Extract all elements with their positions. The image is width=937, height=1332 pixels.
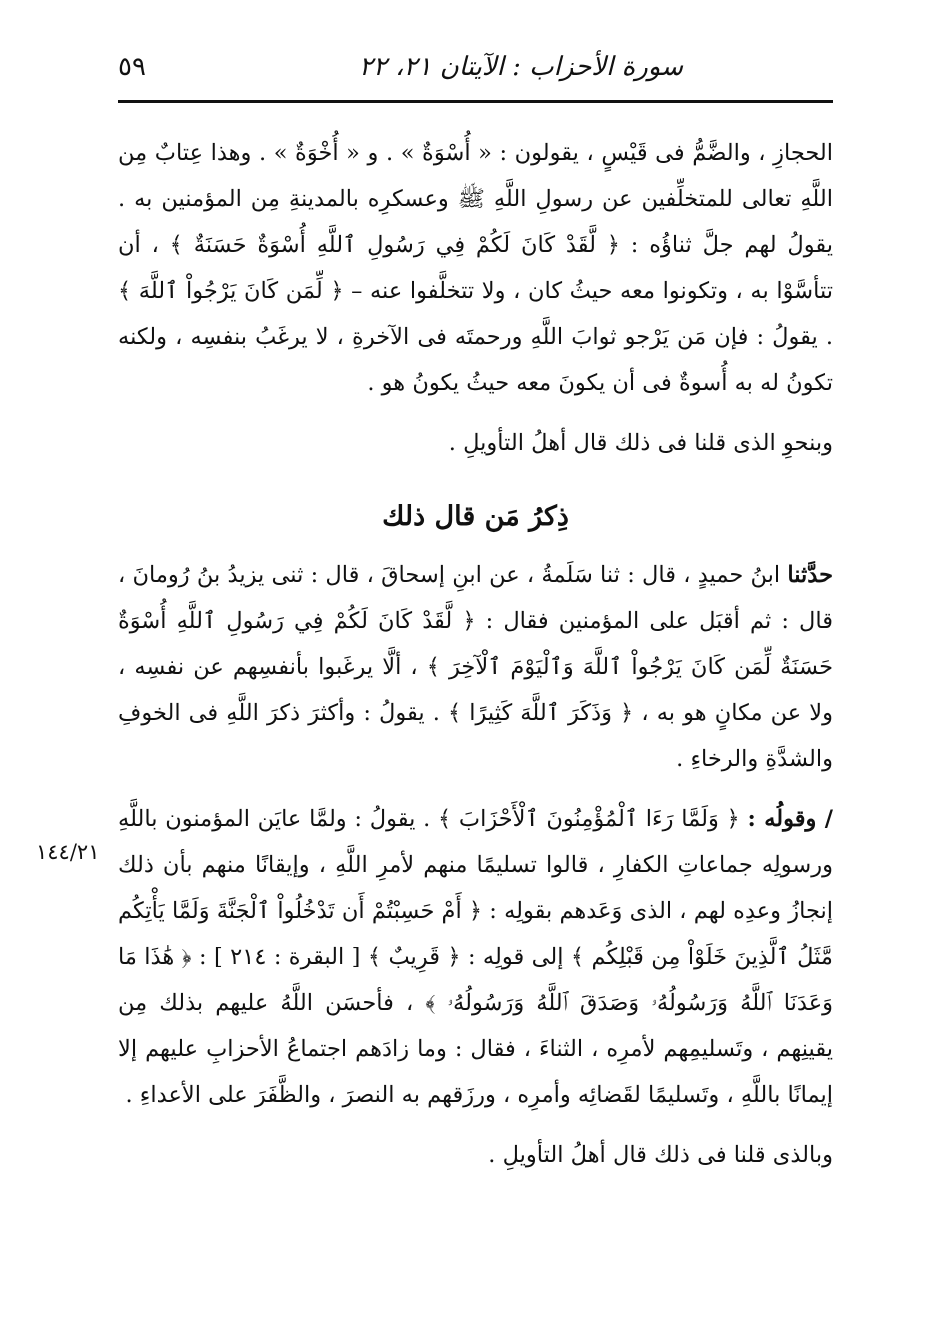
closing-paragraph: وبالذى قلنا فى ذلك قال أهلُ التأويلِ .	[488, 1142, 833, 1168]
paragraph-1: الحجازِ ، والضَّمُّ فى قَيْسٍ ، يقولون : « أُسْوَةٌ » . و « أُخْوَةٌ » . وهذا عِتابٌ مِن اللَّهِ تعالى للمتخلِّفين عن رسولِ اللَّهِ ﷺ وعسكرِه بالمدينةِ مِن المؤمنين به . يقولُ لهم جلَّ ثناؤُه : ﴿ لَّقَدْ كَانَ لَكُمْ فِي رَسُولِ ٱللَّهِ أُسْوَةٌ حَسَنَةٌ ﴾ ، أن تتأسَّوْا به ، وتكونوا معه حيثُ كان ، ولا تتخلَّفوا عنه – ﴿ لِّمَن كَانَ يَرْجُواْ ٱللَّهَ ﴾ . يقولُ : فإن مَن يَرْجو ثوابَ اللَّهِ ورحمتَه فى الآخرةِ ، لا يرغَبُ بنفسِه ، ولكنه تكونُ له به أُسوةٌ فى أن يكونَ معه حيثُ يكونُ هو .	[118, 140, 833, 396]
commentary-paragraph	[118, 796, 833, 1118]
narration-lead: حدَّثنا	[787, 562, 833, 588]
narration-paragraph	[118, 552, 833, 782]
page-number: ٥٩	[118, 52, 146, 82]
page-body	[118, 130, 833, 1178]
commentary-lead: / وقولُه :	[747, 806, 833, 832]
narration-text: ابنُ حميدٍ ، قال : ثنا سَلَمةُ ، عن ابنِ إسحاقَ ، قال : ثنى يزيدُ بنُ رُومانَ ، قال : ثم أقبَل على المؤمنين فقال : ﴿ لَّقَدْ كَانَ لَكُمْ فِي رَسُولِ ٱللَّهِ أُسْوَةٌ حَسَنَةٌ لِّمَن كَانَ يَرْجُواْ ٱللَّهَ وَٱلْيَوْمَ ٱلْآخِرَ ﴾ ، ألَّا يرغَبوا بأنفسِهم عن نفسِه ، ولا عن مكانٍ هو به ، ﴿ وَذَكَرَ ٱللَّهَ كَثِيرًا ﴾ . يقولُ : وأكثرَ ذكرَ اللَّهِ فى الخوفِ والشدَّةِ والرخاءِ .	[118, 562, 833, 772]
paragraph-2: وبنحوِ الذى قلنا فى ذلك قال أهلُ التأويلِ .	[448, 430, 833, 456]
section-heading: ذِكرُ مَن قال ذلك	[382, 501, 569, 532]
commentary-text: ﴿ وَلَمَّا رَءَا ٱلْمُؤْمِنُونَ ٱلْأَحْزَابَ ﴾ . يقولُ : ولمَّا عايَن المؤمنون باللَّهِ ورسولِه جماعاتِ الكفارِ ، قالوا تسليمًا منهم لأمرِ اللَّهِ ، وإيقانًا منهم بأن ذلك إنجازُ وعدِه لهم ، الذى وَعَدهم بقولِه : ﴿ أَمْ حَسِبْتُمْ أَن تَدْخُلُواْ ٱلْجَنَّةَ وَلَمَّا يَأْتِكُم مَّثَلُ ٱلَّذِينَ خَلَوْاْ مِن قَبْلِكُم ﴾ إلى قولِه : ﴿ قَرِيبٌ ﴾ [ البقرة : ٢١٤ ] : ﴿ هَٰذَا مَا وَعَدَنَا ٱللَّهُ وَرَسُولُهُۥ وَصَدَقَ ٱللَّهُ وَرَسُولُهُۥ ﴾ ، فأحسَن اللَّهُ عليهم بذلك مِن يقينِهم ، وتَسليمِهم لأمرِه ، الثناءَ ، فقال : وما زادَهم اجتماعُ الأحزابِ عليهم إلا إيمانًا باللَّهِ ، وتَسليمًا لقَضائِه وأمرِه ، ورزَقهم به النصرَ ، والظَّفَرَ على الأعداءِ .	[118, 806, 833, 1108]
margin-reference: ١٤٤/٢١	[36, 840, 100, 864]
page-header	[118, 52, 833, 92]
running-title: سورة الأحزاب : الآيتان ٢١، ٢٢	[358, 52, 683, 82]
header-rule	[118, 100, 833, 103]
